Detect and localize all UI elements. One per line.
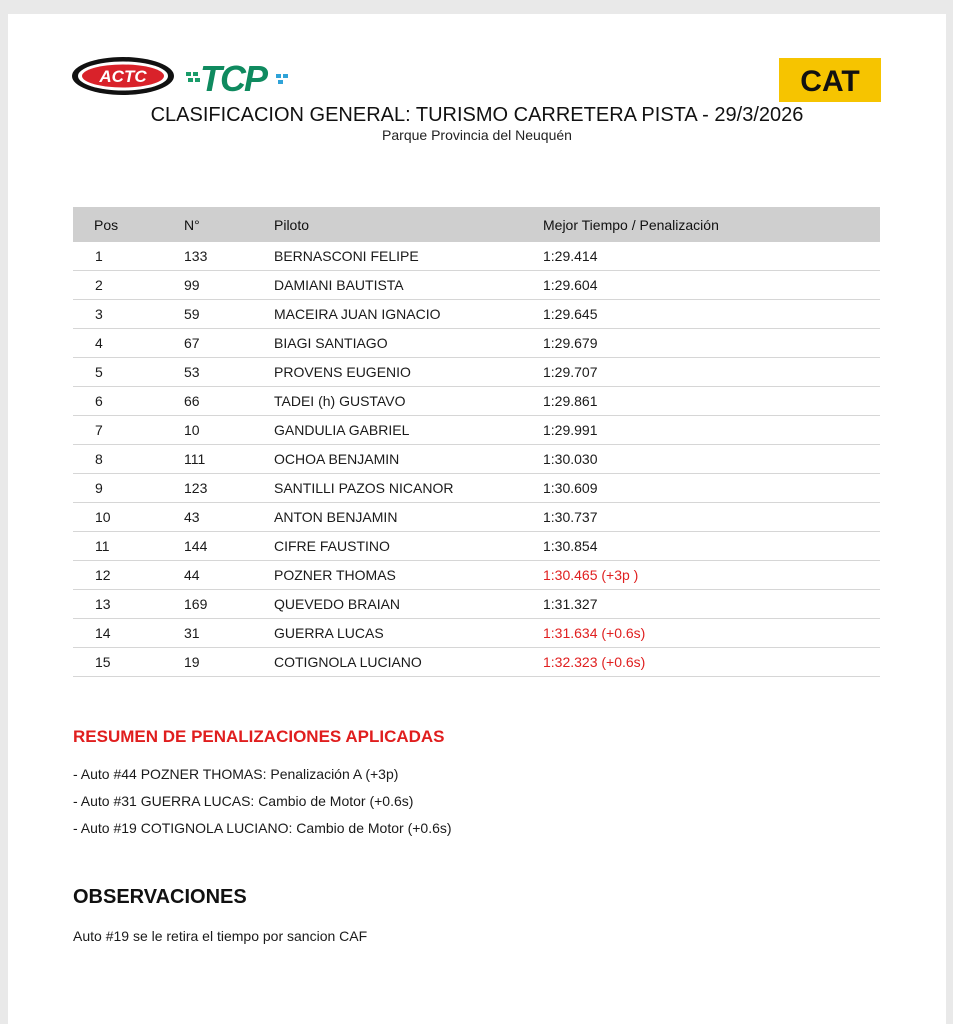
cell-pilot: BIAGI SANTIAGO	[274, 329, 543, 358]
cell-pilot: CIFRE FAUSTINO	[274, 532, 543, 561]
cell-pos: 6	[73, 387, 184, 416]
cell-time: 1:32.323 (+0.6s)	[543, 648, 880, 677]
svg-text:TCP: TCP	[200, 58, 266, 98]
cell-pilot: MACEIRA JUAN IGNACIO	[274, 300, 543, 329]
cell-number: 144	[184, 532, 274, 561]
cell-pos: 5	[73, 358, 184, 387]
cell-time: 1:29.645	[543, 300, 880, 329]
table-row	[73, 445, 880, 474]
penalty-item: - Auto #19 COTIGNOLA LUCIANO: Cambio de Motor (+0.6s)	[73, 820, 452, 836]
cell-number: 99	[184, 271, 274, 300]
table-row	[73, 271, 880, 300]
page-subtitle: Parque Provincia del Neuquén	[382, 127, 572, 143]
cell-pilot: GUERRA LUCAS	[274, 619, 543, 648]
cell-pilot: PROVENS EUGENIO	[274, 358, 543, 387]
cell-number: 133	[184, 242, 274, 271]
column-header-time: Mejor Tiempo / Penalización	[543, 207, 880, 242]
cell-time: 1:30.737	[543, 503, 880, 532]
column-header-number: N°	[184, 207, 274, 242]
table-row	[73, 590, 880, 619]
cell-number: 67	[184, 329, 274, 358]
table-row	[73, 358, 880, 387]
cell-time: 1:29.679	[543, 329, 880, 358]
cell-pos: 1	[73, 242, 184, 271]
page-title: CLASIFICACION GENERAL: TURISMO CARRETERA PISTA - 29/3/2026	[150, 104, 804, 126]
cell-time: 1:29.861	[543, 387, 880, 416]
table-header-row	[73, 207, 880, 242]
cell-number: 111	[184, 445, 274, 474]
cell-number: 31	[184, 619, 274, 648]
cell-time: 1:31.327	[543, 590, 880, 619]
svg-text:CAT: CAT	[800, 65, 860, 98]
table-row	[73, 387, 880, 416]
cell-pilot: SANTILLI PAZOS NICANOR	[274, 474, 543, 503]
results-body	[73, 242, 880, 677]
document-page	[8, 14, 946, 1024]
cell-pilot: TADEI (h) GUSTAVO	[274, 387, 543, 416]
actc-logo	[71, 56, 175, 101]
cell-number: 44	[184, 561, 274, 590]
cell-time: 1:30.609	[543, 474, 880, 503]
cell-pilot: GANDULIA GABRIEL	[274, 416, 543, 445]
cell-time: 1:29.604	[543, 271, 880, 300]
cell-pilot: ANTON BENJAMIN	[274, 503, 543, 532]
cell-pos: 12	[73, 561, 184, 590]
column-header-pilot: Piloto	[274, 207, 543, 242]
cell-pos: 7	[73, 416, 184, 445]
table-row	[73, 619, 880, 648]
cell-time: 1:29.707	[543, 358, 880, 387]
table-row	[73, 648, 880, 677]
table-row	[73, 416, 880, 445]
cell-pos: 3	[73, 300, 184, 329]
penalties-title: RESUMEN DE PENALIZACIONES APLICADAS	[73, 727, 445, 746]
cell-pilot: OCHOA BENJAMIN	[274, 445, 543, 474]
table-row	[73, 329, 880, 358]
cell-pos: 4	[73, 329, 184, 358]
cell-time: 1:30.465 (+3p )	[543, 561, 880, 590]
cell-pos: 11	[73, 532, 184, 561]
cell-pos: 14	[73, 619, 184, 648]
svg-text:ACTC: ACTC	[99, 67, 147, 86]
cell-pos: 15	[73, 648, 184, 677]
cell-pilot: POZNER THOMAS	[274, 561, 543, 590]
cell-time: 1:29.414	[543, 242, 880, 271]
table-row	[73, 474, 880, 503]
cell-pos: 9	[73, 474, 184, 503]
table-row	[73, 503, 880, 532]
tcp-logo	[184, 58, 294, 103]
cell-number: 169	[184, 590, 274, 619]
cell-time: 1:30.030	[543, 445, 880, 474]
table-row	[73, 300, 880, 329]
cell-number: 66	[184, 387, 274, 416]
cell-number: 53	[184, 358, 274, 387]
cell-number: 43	[184, 503, 274, 532]
cell-pilot: QUEVEDO BRAIAN	[274, 590, 543, 619]
penalty-item: - Auto #31 GUERRA LUCAS: Cambio de Motor (+0.6s)	[73, 793, 414, 809]
cell-number: 10	[184, 416, 274, 445]
penalty-item: - Auto #44 POZNER THOMAS: Penalización A (+3p)	[73, 766, 399, 782]
table-row	[73, 532, 880, 561]
cell-time: 1:31.634 (+0.6s)	[543, 619, 880, 648]
cell-pos: 8	[73, 445, 184, 474]
table-row	[73, 242, 880, 271]
cell-time: 1:30.854	[543, 532, 880, 561]
cell-pos: 13	[73, 590, 184, 619]
cell-pilot: COTIGNOLA LUCIANO	[274, 648, 543, 677]
cell-number: 123	[184, 474, 274, 503]
cell-pos: 2	[73, 271, 184, 300]
cell-time: 1:29.991	[543, 416, 880, 445]
column-header-pos: Pos	[73, 207, 184, 242]
cell-number: 19	[184, 648, 274, 677]
cell-pos: 10	[73, 503, 184, 532]
observations-title: OBSERVACIONES	[73, 886, 247, 908]
cell-number: 59	[184, 300, 274, 329]
cat-logo	[779, 58, 881, 107]
cell-pilot: BERNASCONI FELIPE	[274, 242, 543, 271]
penalties-list	[73, 766, 452, 847]
observations-text: Auto #19 se le retira el tiempo por sancion CAF	[73, 928, 368, 944]
cell-pilot: DAMIANI BAUTISTA	[274, 271, 543, 300]
table-row	[73, 561, 880, 590]
results-table	[73, 207, 880, 677]
